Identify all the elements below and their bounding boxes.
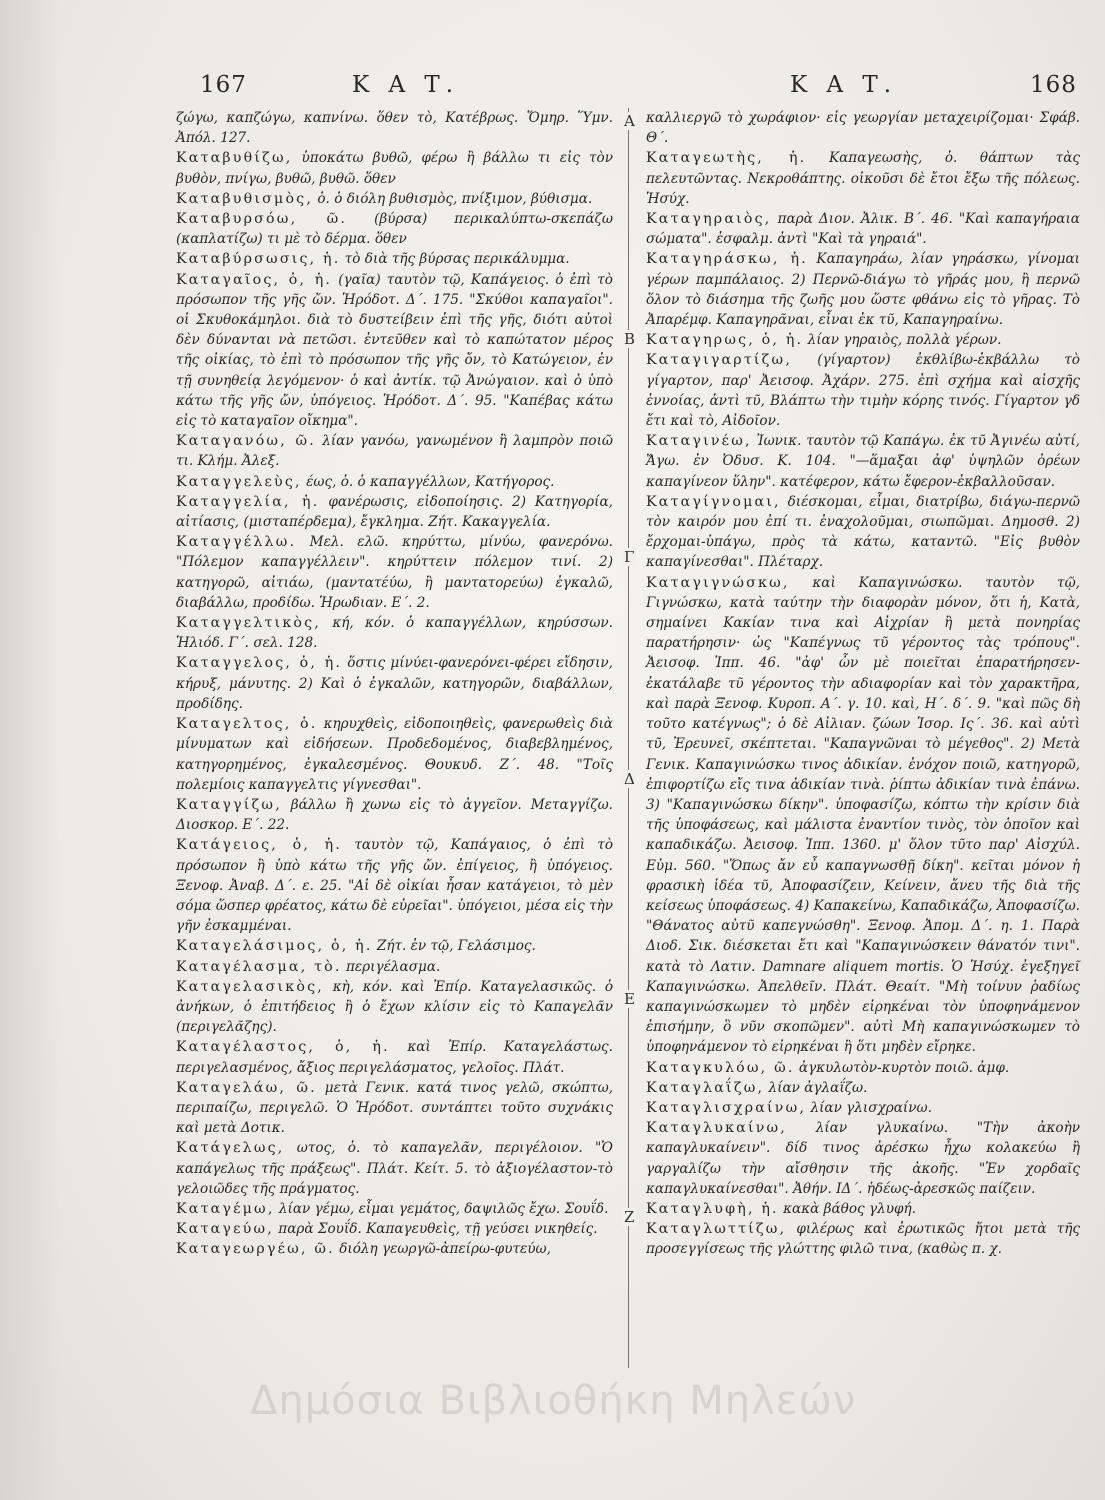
entry-definition: λίαν γέμω, εἶμαι γεμάτος, δαψιλῶς ἔχω. Σουΐδ. bbox=[278, 1200, 609, 1217]
entry-definition: Καπαγηράω, λίαν γηράσκω, γίνομαι γέρων παμπάλαιος. 2) Περνῶ-διάγω τὸ γῆράς μου, ἢ περνῶ ὅλον τὸ διάσημα τῆς ζωῆς μου ὥστε φθάνω εἰς τὸ γῆρας. Τὸ Ἀπαρέμφ. Καπαγηρᾶναι, εἶναι ἐκ τῦ, Καπαγηραίνω. bbox=[646, 251, 1080, 329]
entry-headword: Καταγγελία, ἡ. bbox=[176, 493, 320, 510]
dictionary-entry bbox=[646, 108, 1080, 148]
entry-definition: ζώγω, καπζώγω, καπνίνω. ὅθεν τὸ, Κατέβρως. Ὅμηρ. Ὕμν. Ἀπόλ. 127. bbox=[176, 110, 613, 147]
dictionary-entry bbox=[176, 1138, 613, 1199]
dictionary-entry bbox=[646, 350, 1080, 431]
entry-headword: Καταγινέω, bbox=[646, 433, 752, 450]
entry-headword: Καταβυθίζω, bbox=[176, 150, 293, 167]
dictionary-entry bbox=[646, 1098, 1080, 1118]
dictionary-entry bbox=[176, 189, 613, 209]
entry-headword: Καταγηραιὸς, bbox=[646, 211, 772, 228]
entry-definition: φανέρωσις, εἰδοποίησις. 2) Κατηγορία, αἰτίασις, (μισταπέρδεμα), ἔγκλημα. Ζήτ. Κακαγγελία. bbox=[176, 493, 613, 531]
dictionary-entry bbox=[176, 209, 613, 249]
entry-definition: βάλλω ἢ χωνω εἰς τὸ ἀγγεῖον. Μεταγγίζω. Διοσκορ. Ε΄. 22. bbox=[176, 796, 613, 834]
dictionary-entry bbox=[176, 1239, 613, 1259]
entry-definition: λίαν γλισχραίνω. bbox=[810, 1099, 932, 1116]
entry-headword: Καταγλισχραίνω, bbox=[646, 1099, 807, 1116]
entry-definition: λίαν γλυκαίνω. "Τὴν ἀκοὴν καπαγλυκαίνειν". δίδ τινος ἀρέσκω ἦχω κολακεύω ἢ γαργαλίζω τὴν αἴσθησιν τῆς ἀκοῆς. "Ἐν χορδαῖς καπαγλυκαίνεσθαι". Ἀθήν. ΙΔ΄. ἡδέως-ἀρεσκῶς παίζειν. bbox=[646, 1120, 1080, 1197]
entry-headword: Καταγκυλόω, ῶ. bbox=[646, 1059, 795, 1076]
entry-definition: (γαῖα) ταυτὸν τῷ, Καπάγειος. ὁ ἐπὶ τὸ πρόσωπον τῆς γῆς ὤν. Ἡρόδοτ. Δ΄. 175. "Σκύθοι καπαγαῖοι". οἱ Σκυθοκάμηλοι. διὰ τὸ δυστείβειν ἐπὶ τῆς γῆς, διότι αὐτοὶ δὲν δύνανται νὰ πετῶσι. ἐντεῦθεν καὶ τὸ καπώτατον μέρος τῆς οἰκίας, τὸ ἐπὶ τὸ πρόσωπον τῆς γῆς ὄν, τὸ Κατώγειον, ἐν τῇ συνηθείᾳ λεγόμενον· ὁ καὶ ἀντίκ. τῷ Ἀνώγαιον. καὶ ὁ ὑπὸ κάτω τῆς γῆς ὤν, ὑπόγειος. Ἡρόδοτ. Δ΄. 95. "Καπέβας κάτω εἰς τὸ καταγαῖον οἴκημα". bbox=[176, 271, 613, 430]
entry-definition: ὅστις μίνύει-φανερόνει-φέρει εἴδησιν, κήρυξ, μάνυτης. 2) Καὶ ὁ ἐγκαλῶν, κατηγορῶν, διαβάλλων, προδίδης. bbox=[176, 655, 613, 712]
entry-definition: κὴ, κόν. καὶ Ἐπίρ. Καταγελασικῶς. ὁ ἀνήκων, ὁ ἐπιτήδειος ἢ ὁ ἔχων κλίσιν εἰς τὸ Καπαγελᾶν (περιγελᾶζης). bbox=[176, 978, 613, 1036]
dictionary-entry bbox=[176, 613, 613, 653]
entry-headword: Καταγίγνομαι, bbox=[646, 493, 781, 510]
dictionary-entry bbox=[176, 148, 613, 188]
library-watermark: Δημόσια Βιβλιοθήκη Μηλεών bbox=[250, 1378, 857, 1424]
dictionary-entry bbox=[646, 1058, 1080, 1078]
entry-headword: Καταγιγνώσκω, bbox=[646, 574, 790, 591]
dictionary-entry bbox=[176, 653, 613, 714]
entry-headword: Καταγγέλλω. bbox=[176, 534, 297, 551]
entry-headword: Καταγελασικὸς, bbox=[176, 978, 324, 995]
dictionary-entry bbox=[176, 714, 613, 795]
entry-headword: Καταγαῖος, ὁ, ἡ. bbox=[176, 271, 333, 288]
dictionary-entry bbox=[646, 1078, 1080, 1098]
entry-definition: καὶ Καπαγινώσκω. ταυτὸν τῷ, Γιγνώσκω, κατὰ ταύτην τὴν διαφορὰν μόνον, ὅτι ἡ, Κατὰ, σημαίνει Κακίαν τινα καὶ Αἰχρίαν ἢ μετὰ πονηρίας παρατήρησιν· ὡς "Καπέγνως τῦ γέροντος τὰς τρόπους". Ἀεισοφ. Ἱππ. 46. "ἀφ' ὧν μὲ ποιεῖται ἐπαρατήρησεν-ἐκατάλαβε τῦ γέροντος τὴν αδιαφορίαν καὶ τὸν χαρακτῆρα, καὶ παρὰ Ξενοφ. Κυροπ. Α΄. γ. 10. καὶ, Η΄. δ΄. 9. "καὶ πῶς δὴ τοῦτο κατέγνως"; ὁ δὲ Αἰλιαν. ζώων Ἱσορ. Ις΄. 36. καὶ αὐτὶ τῦ, Ἐρευνεῖ, σκέπτεται. "Καπαγνῶναι τὸ μέγεθος". 2) Μετὰ Γενικ. Καπαγινώσκω τινος ἀδικίαν. ἐνόχον ποιῶ, κατηγορῶ, ἐπιφορτίζω εἴς τινα ἀδικίαν τινὰ. ῥίπτω ἀδικίαν τινὰ ἐπάνω. 3) "Καπαγινώσκω δίκην". ὑποφασίζω, κόπτω τὴν κρίσιν διὰ τῆς ὑποφάσεως, καὶ μάλιστα ἐναντίον τινὸς, τὸν ὁποῖον καὶ καπαδικάζω. Ἀεισοφ. Ἱππ. 1360. μ' ὅλον τῦτο παρ' Αἰσχύλ. Εὐμ. 560. "Ὅπως ἄν εὖ καπαγνωσθῇ δίκη". κεῖται μόνον ἡ φρασικὴ ἰδέα τῦ, Ἀποφασίζειν, Κείνειν, ἄνευ τῆς διὰ τῆς κείσεως ὑποφάσεως. 4) Καπακείνω, Καπαδικάζω, Ἀποφασίζω. "Θάνατος αὐτῦ καπεγνώσθη". Ξενοφ. Ἀπομ. Δ΄. η. 1. Παρὰ Διοδ. Σικ. διέσκεται ἔτι καὶ "Καπαγινώσκειν θάνατόν τινι". κατὰ τὸ Λατιν. Damnare aliquem mortis. Ὁ Ἡσύχ. ἐγεξηγεῖ Καπαγινώσκω. Ἀπελθεῖν. Πλάτ. Θεαίτ. "Μὴ τοίνυν ῥαδίως καπαγινώσκωμεν τὸ μηδὲν εἰρηκέναι τὸν ὑποφηνάμενον ἐπισήμην, ὃ νῦν σκοπῶμεν". αὐτὶ Μὴ καπαγινώσκωμεν τὸ ὑποφηνάμενον τὸ εἰρηκέναι ἢ ὅτι μηδὲν εἴρηκε. bbox=[646, 574, 1080, 1056]
entry-definition: έως, ὁ. ὁ καπαγγέλλων, Κατήγορος. bbox=[306, 473, 555, 490]
entry-headword: Καταγλαΐζω, bbox=[646, 1079, 765, 1096]
entry-definition: λίαν ἀγλαΐζω. bbox=[768, 1079, 868, 1096]
dictionary-entry bbox=[176, 957, 613, 977]
margin-letter: Α bbox=[624, 112, 635, 130]
entry-definition: Μελ. ελῶ. κηρύττω, μίνύω, φανερόνω. "Πόλεμον καπαγγέλλειν". κηρύττειν πόλεμον τινί. 2) κατηγορῶ, αἰτιάω, (μαντατέύω, ἢ μαντατορεύω) ἐγκαλῶ, διαβάλλω, προδίδω. Ἡρωδιαν. Ε΄. 2. bbox=[176, 534, 613, 611]
dictionary-entry bbox=[176, 270, 613, 432]
dictionary-entry bbox=[646, 1199, 1080, 1219]
margin-letter: Ε bbox=[624, 990, 635, 1008]
entry-definition: μετὰ Γενικ. κατά τινος γελῶ, σκώπτω, περιπαίζω, περιγελῶ. Ὁ Ἡρόδοτ. συντάπτει τοῦτο συχνάκις καὶ μετὰ Δοτικ. bbox=[176, 1079, 614, 1137]
page-number-left: 167 bbox=[200, 72, 247, 98]
dictionary-entry bbox=[646, 573, 1080, 1058]
dictionary-entry bbox=[646, 492, 1080, 573]
entry-headword: Καταβυθισμὸς, bbox=[176, 190, 314, 207]
entry-headword: Καταγελτος, ὁ. bbox=[176, 716, 318, 733]
entry-headword: Καταγιγαρτίζω, bbox=[646, 352, 793, 369]
dictionary-entry bbox=[176, 1037, 613, 1077]
entry-definition: Ἰωνικ. ταυτὸν τῷ Καπάγω. ἐκ τῦ Ἀγινέω αὐτί, Ἄγω. ἐν Ὀδυσ. Κ. 104. "—ἅμαξαι ἀφ' ὑψηλῶν ὀρέων καπαγίνεον ὕλην". κατέφερον, κάτω ἔφερον-ἐκβαλλοῦσαν. bbox=[646, 433, 1080, 490]
entry-headword: Κατάγειος, ὁ, ἡ. bbox=[176, 837, 343, 854]
entry-definition: διόλη γεωργῶ-ἀπείρω-φυτεύω, bbox=[339, 1241, 551, 1258]
margin-letter: Δ bbox=[624, 770, 635, 788]
entry-headword: Καταγέλαστος, ὁ, ἡ. bbox=[176, 1039, 390, 1056]
dictionary-entry bbox=[176, 532, 613, 613]
entry-definition: παρὰ Διον. Ἀλικ. Β΄. 46. "Καὶ καπαγήραια σώματα". ἐσφαλμ. ἀντὶ "Καὶ τὰ γηραιά". bbox=[646, 211, 1080, 248]
entry-definition: λίαν γανόω, γανωμένον ἢ λαμπρὸν ποιῶ τι. Κλήμ. Ἀλεξ. bbox=[176, 433, 613, 470]
entry-definition: ὑποκάτω βυθῶ, φέρω ἢ βάλλω τι εἰς τὸν βυθὸν, πνίγω, βυθῶ, βυθῶ. ὅθεν bbox=[176, 150, 613, 187]
entry-headword: Καταγγελεὺς, bbox=[176, 473, 302, 490]
entry-definition: καὶ Ἐπίρ. Καταγελάστως. περιγελασμένος, ἄξιος περιγελάσματος, γελοῖος. Πλάτ. bbox=[176, 1039, 613, 1076]
dictionary-entry bbox=[176, 835, 613, 936]
entry-headword: Καταγεωτὴς, ἡ. bbox=[646, 150, 807, 167]
entry-definition: κηρυχθεὶς, εἰδοποιηθεὶς, φανερωθεὶς διὰ μίνυματων καὶ εἰδήσεων. Προδεδομένος, διαβεβλημένος, κατηγορημένος, ἐγκαλεσμένος. Θουκυδ. Ζ΄. 48. "Τοῖς πολεμίοις καπαγγελτις γίγνεσθαι". bbox=[176, 716, 613, 793]
dictionary-entry bbox=[176, 492, 613, 532]
dictionary-entry bbox=[646, 431, 1080, 492]
page-edge-shadow bbox=[0, 0, 60, 1500]
column-divider bbox=[628, 108, 629, 1368]
entry-headword: Καταγέλασμα, τὸ. bbox=[176, 958, 342, 975]
entry-definition: διέσκομαι, εἶμαι, διατρίβω, διάγω-περνῶ τὸν καιρόν μου ἐπί τι. ἐναχολοῦμαι, σιωπῶμαι. Δημοσθ. 2) ἔρχομαι-ὑπάγω, πρὸς τὰ κάτω, καταντῶ. "Εἰς βυθὸν καπαγίνεσθαι". Πλέταρχ. bbox=[646, 493, 1080, 571]
dictionary-entry bbox=[176, 1078, 613, 1139]
entry-headword: Καταγεωργέω, ῶ. bbox=[176, 1241, 335, 1258]
entry-definition: ταυτὸν τῷ, Καπάγαιος, ὁ ἐπὶ τὸ πρόσωπον ἢ ὑπὸ κάτω τῆς γῆς ὤν. ἐπίγειος, ἢ ὑπόγειος. Ξενοφ. Ἀναβ. Δ΄. ε. 25. "Αἱ δὲ οἰκίαι ἦσαν κατάγειοι, τὸ μὲν σόμα ὥσπερ φρέατος, κάτω δὲ εὐρεῖαι". ὑπόγειοι, μέσα εἰς τὴν γῆν ἐσκαμμέναι. bbox=[176, 837, 613, 935]
margin-letter: Γ bbox=[624, 548, 635, 566]
dictionary-entry bbox=[646, 209, 1080, 249]
entry-headword: Καταγλωττίζω, bbox=[646, 1221, 787, 1238]
entry-definition: κακὰ βάθος γλυφή. bbox=[783, 1200, 916, 1217]
dictionary-entry bbox=[646, 249, 1080, 330]
entry-headword: Καταγεύω, bbox=[176, 1221, 274, 1238]
entry-definition: περιγέλασμα. bbox=[345, 958, 441, 975]
entry-headword: Καταγελάσιμος, ὁ, ἡ. bbox=[176, 938, 373, 955]
entry-headword: Καταγέμω, bbox=[176, 1200, 275, 1217]
entry-headword: Καταγανόω, ῶ. bbox=[176, 433, 316, 450]
entry-definition: κή, κόν. ὁ καπαγγέλλων, κηρύσσων. Ἡλιόδ. Γ΄. σελ. 128. bbox=[176, 615, 613, 652]
dictionary-entry bbox=[646, 330, 1080, 350]
dictionary-entry bbox=[176, 249, 613, 269]
entry-headword: Καταβύρσωσις, ἡ. bbox=[176, 251, 341, 268]
entry-headword: Καταγλυφὴ, ἡ. bbox=[646, 1200, 779, 1217]
entry-headword: Καταγγελος, ὁ, ἡ. bbox=[176, 655, 343, 672]
margin-letter: Β bbox=[624, 330, 636, 348]
running-head-left: Κ Α Τ. bbox=[352, 72, 460, 98]
dictionary-entry bbox=[646, 148, 1080, 209]
entry-headword: Καταγελάω, ῶ. bbox=[176, 1079, 317, 1096]
dictionary-entry bbox=[176, 1219, 613, 1239]
entry-definition: ωτος, ὁ. τὸ καπαγελᾶν, περιγέλοιον. "Ὁ καπάγελως τῆς πράξεως". Πλάτ. Κείτ. 5. τὸ ἀξιογέλαστον-τὸ γελοιῶδες τῆς πράγματος. bbox=[176, 1140, 613, 1197]
entry-headword: Καταγηράσκω, ἡ. bbox=[646, 251, 808, 268]
entry-definition: Ζήτ. ἐν τῷ, Γελάσιμος. bbox=[376, 938, 536, 955]
entry-definition: Καπαγεωσὴς, ὁ. θάπτων τὰς πελευτῶντας. Νεκροθάπτης. οἰκοῦσι δὲ ἔτοι ἔξω τῆς πόλεως. Ἡσύχ. bbox=[646, 150, 1080, 207]
entry-headword: Καταγγίζω, bbox=[176, 796, 282, 813]
entry-definition: τὸ διὰ τῆς βύρσας περικάλυμμα. bbox=[344, 251, 570, 268]
dictionary-entry bbox=[176, 431, 613, 471]
right-column bbox=[646, 108, 1080, 1260]
dictionary-entry bbox=[646, 1118, 1080, 1199]
running-head-right: Κ Α Τ. bbox=[790, 72, 898, 98]
dictionary-entry bbox=[646, 1219, 1080, 1259]
entry-headword: Καταγλυκαίνω, bbox=[646, 1120, 788, 1137]
entry-headword: Καταγγελτικὸς, bbox=[176, 615, 321, 632]
entry-definition: ὁ. ὁ διόλη βυθισμὸς, πνίξιμον, βύθισμα. bbox=[317, 190, 593, 207]
entry-definition: καλλιεργῶ τὸ χωράφιον· εἰς γεωργίαν μεταχειρίζομαι· Σφάβ. Θ΄. bbox=[646, 110, 1080, 147]
dictionary-entry bbox=[176, 795, 613, 835]
entry-definition: λίαν γηραιὸς, πολλὰ γέρων. bbox=[807, 332, 1002, 349]
dictionary-entry bbox=[176, 1199, 613, 1219]
dictionary-entry bbox=[176, 472, 613, 492]
entry-headword: Καταβυρσόω, ῶ. bbox=[176, 211, 348, 228]
entry-definition: ἀγκυλωτὸν-κυρτὸν ποιῶ. ἀμφ. bbox=[798, 1059, 1010, 1076]
dictionary-entry bbox=[176, 977, 613, 1038]
entry-definition: φιλέρως καὶ ἐρωτικῶς ἤτοι μετὰ τῆς προσεγγίσεως τῆς γλώττης φιλῶ τινα, (καθὼς π. χ. bbox=[646, 1221, 1080, 1258]
entry-definition: (βύρσα) περικαλύπτω-σκεπάζω (καπλατίζω) τι μὲ τὸ δέρμα. ὅθεν bbox=[176, 211, 613, 248]
page-number-right: 168 bbox=[1030, 72, 1077, 98]
margin-letter: Ζ bbox=[624, 1208, 635, 1226]
entry-headword: Καταγηρως, ὁ, ἡ. bbox=[646, 332, 804, 349]
dictionary-entry bbox=[176, 108, 613, 148]
left-column bbox=[176, 108, 613, 1260]
dictionary-entry bbox=[176, 936, 613, 956]
entry-headword: Κατάγελως, bbox=[176, 1140, 285, 1157]
entry-definition: παρὰ Σουΐδ. Καπαγευθεὶς, τῇ γεύσει νικηθείς. bbox=[278, 1221, 598, 1238]
entry-definition: (γίγαρτον) ἐκθλίβω-ἐκβάλλω τὸ γίγαρτον, παρ' Ἀεισοφ. Ἀχάρν. 275. ἐπὶ σχήμα καὶ αἰσχῆς ἐννοίας, ἀντὶ τῦ, Βλάπτω τὴν τιμὴν κόρης τινός. Γίγαρτον γδ ἔτι καὶ τὸ, Αἰδοῖον. bbox=[646, 352, 1080, 430]
